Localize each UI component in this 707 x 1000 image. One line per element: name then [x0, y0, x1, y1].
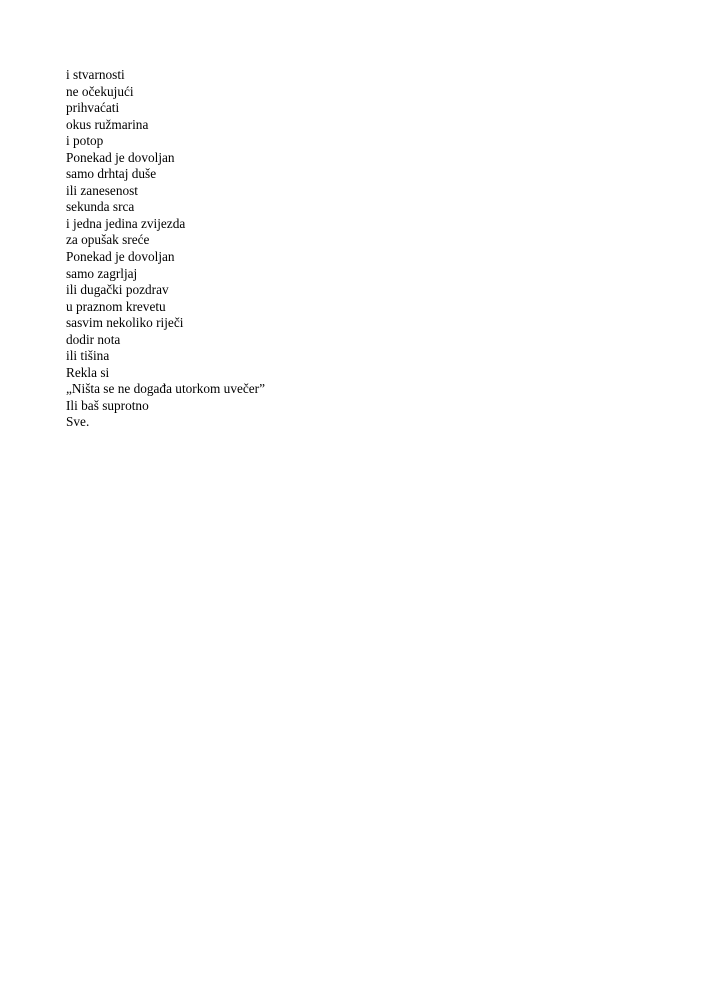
poem-line: ili tišina — [66, 348, 110, 364]
poem-line: i potop — [66, 133, 104, 149]
poem-line: sekunda srca — [66, 199, 135, 215]
poem-line: Ili baš suprotno — [66, 397, 149, 413]
poem-line: okus ružmarina — [66, 116, 149, 132]
poem-line: Ponekad je dovoljan — [66, 249, 175, 265]
poem-text — [66, 67, 265, 431]
poem-line: ne očekujući — [66, 83, 134, 99]
poem-line: „Ništa se ne događa utorkom uvečer” — [66, 381, 266, 397]
poem-line: i stvarnosti — [66, 67, 125, 82]
poem-line: Rekla si — [66, 364, 110, 380]
poem-line: samo drhtaj duše — [66, 166, 157, 182]
poem-line: ili zanesenost — [66, 182, 139, 198]
poem-line: samo zagrljaj — [66, 265, 138, 281]
poem-line: sasvim nekoliko riječi — [66, 315, 184, 331]
poem-line: Ponekad je dovoljan — [66, 149, 175, 165]
poem-line: ili dugački pozdrav — [66, 282, 169, 298]
poem-line: Sve. — [66, 414, 90, 430]
poem-line: i jedna jedina zvijezda — [66, 215, 186, 231]
poem-line: za opušak sreće — [66, 232, 150, 248]
poem-line: u praznom krevetu — [66, 298, 166, 314]
poem-line: prihvaćati — [66, 100, 120, 116]
poem-line: dodir nota — [66, 331, 121, 347]
